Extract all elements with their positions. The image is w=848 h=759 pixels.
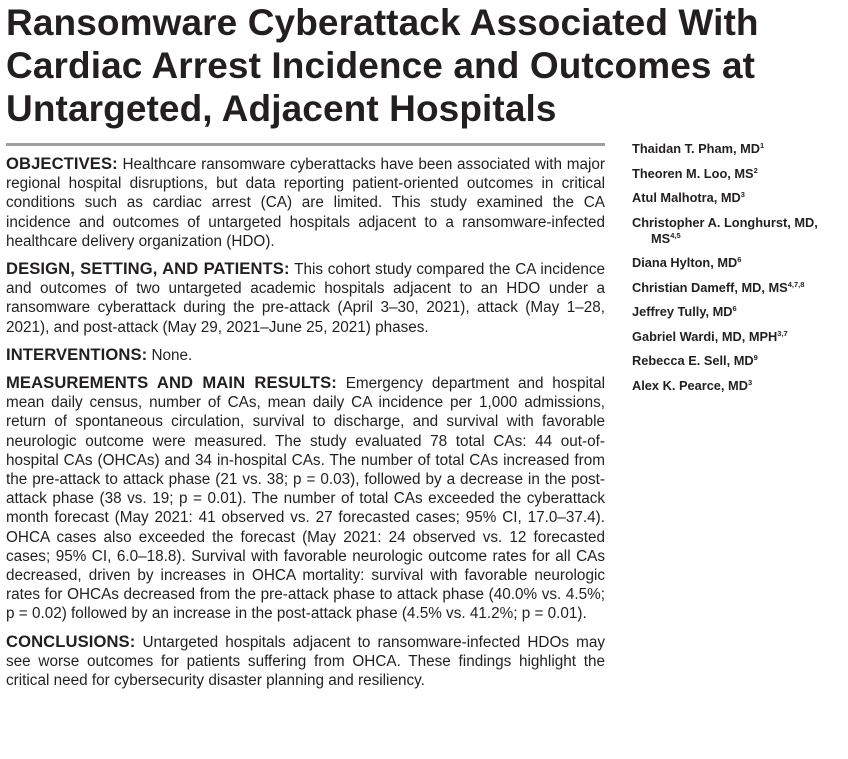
- affiliation-superscript: 4,5: [670, 230, 681, 240]
- section-conclusions: [6, 632, 605, 691]
- article-title: Ransomware Cyberattack Associated With Cardiac Arrest Incidence and Outcomes at Untargeted, Adjacent Hospitals: [6, 2, 759, 129]
- section-design: [6, 259, 605, 337]
- section-results: [6, 373, 605, 624]
- affiliation-superscript: 9: [753, 353, 758, 362]
- section-objectives: [6, 154, 605, 251]
- affiliation-superscript: 1: [759, 141, 765, 150]
- author-name: Diana Hylton, MD: [632, 255, 738, 270]
- author-item: [632, 255, 842, 271]
- author-name: Christian Dameff, MD, MS: [632, 279, 788, 295]
- author-item: [632, 190, 842, 206]
- affiliation-superscript: 3,7: [777, 328, 788, 338]
- author-name: Christopher A. Longhurst, MD,: [632, 214, 818, 230]
- section-interventions: [6, 345, 605, 365]
- author-name: Alex K. Pearce, MD: [632, 377, 748, 393]
- author-item: [632, 215, 842, 247]
- affiliation-superscript: 2: [753, 165, 758, 175]
- affiliation-superscript: 6: [737, 255, 742, 264]
- affiliation-superscript: 3: [747, 377, 753, 387]
- author-item: [632, 141, 842, 157]
- author-item: [632, 353, 842, 369]
- author-item: [632, 329, 842, 345]
- author-name: Atul Malhotra, MD: [632, 190, 741, 205]
- title-divider: [6, 143, 605, 146]
- affiliation-superscript: 3: [740, 190, 745, 199]
- section-text: Emergency department and hospital mean daily census, number of CAs, mean daily CA incidence per 1,000 admissions, return of spontaneous circulation, survival to discharge, and survival with favorable neurologic outcome were measured. The study evaluated 78 total CAs: 44 out-of-hospital CAs (OHCAs) and 34 in-hospital CAs. The number of total CAs increased from the pre-attack to attack phase (21 vs. 38; p = 0.03), followed by a decrease in the post-attack phase (38 vs. 19; p = 0.01). The number of total CAs exceeded the cyberattack month forecast (May 2021: 41 observed vs. 27 forecasted cases; 95% CI, 17.0–37.4). OHCA cases also exceeded the forecast (May 2021: 24 observed vs. 12 forecasted cases; 95% CI, 6.0–18.8). Survival with favorable neurologic outcome rates for all CAs decreased, driven by increases in OHCA mortality: survival with favorable neurologic rates for OHCAs decreased from the pre-attack phase to attack phase (40.0% vs. 4.5%; p = 0.02) followed by an increase in the post-attack phase (4.5% vs. 41.2%; p = 0.01).: [6, 375, 606, 623]
- author-item: [632, 378, 842, 394]
- author-name: Theoren M. Loo, MS: [632, 165, 754, 181]
- section-text: This cohort study compared the CA incidence and outcomes of two untargeted academic hospitals adjacent to an HDO under a ransomware cyberattack during the pre-attack (April 3–30, 2021), attack (May 1–28, 2021), and post-attack (May 29, 2021–June 25, 2021) phases.: [6, 261, 605, 336]
- author-name-continued: [632, 231, 842, 247]
- author-name: Gabriel Wardi, MD, MPH: [632, 328, 778, 344]
- section-text: Untargeted hospitals adjacent to ransomware-infected HDOs may see worse outcomes for patients suffering from OHCA. These findings highlight the critical need for cybersecurity disaster planning and resiliency.: [6, 633, 605, 690]
- author-name: Rebecca E. Sell, MD: [632, 353, 754, 368]
- author-degree: MS: [651, 230, 671, 246]
- section-heading: INTERVENTIONS:: [6, 344, 148, 364]
- author-item: [632, 166, 842, 182]
- author-name: Jeffrey Tully, MD: [632, 304, 733, 319]
- author-list: [632, 141, 842, 402]
- section-heading: MEASUREMENTS AND MAIN RESULTS:: [6, 373, 337, 393]
- abstract: [6, 154, 605, 698]
- affiliation-superscript: 4,7,8: [787, 279, 805, 289]
- section-heading: CONCLUSIONS:: [6, 631, 136, 651]
- author-name: Thaidan T. Pham, MD: [632, 141, 760, 156]
- section-heading: OBJECTIVES:: [6, 154, 118, 173]
- author-item: [632, 304, 842, 320]
- author-item: [632, 280, 842, 296]
- section-text: None.: [151, 346, 193, 364]
- affiliation-superscript: 6: [732, 304, 737, 313]
- section-text: Healthcare ransomware cyberattacks have been associated with major regional hospital disruptions, but data reporting patient-oriented outcomes in critical conditions such as cardiac arrest (CA) are limited. This study examined the CA incidence and outcomes of untargeted hospitals adjacent to a ransomware-infected healthcare delivery organization (HDO).: [6, 156, 605, 250]
- section-heading: DESIGN, SETTING, AND PATIENTS:: [6, 259, 290, 279]
